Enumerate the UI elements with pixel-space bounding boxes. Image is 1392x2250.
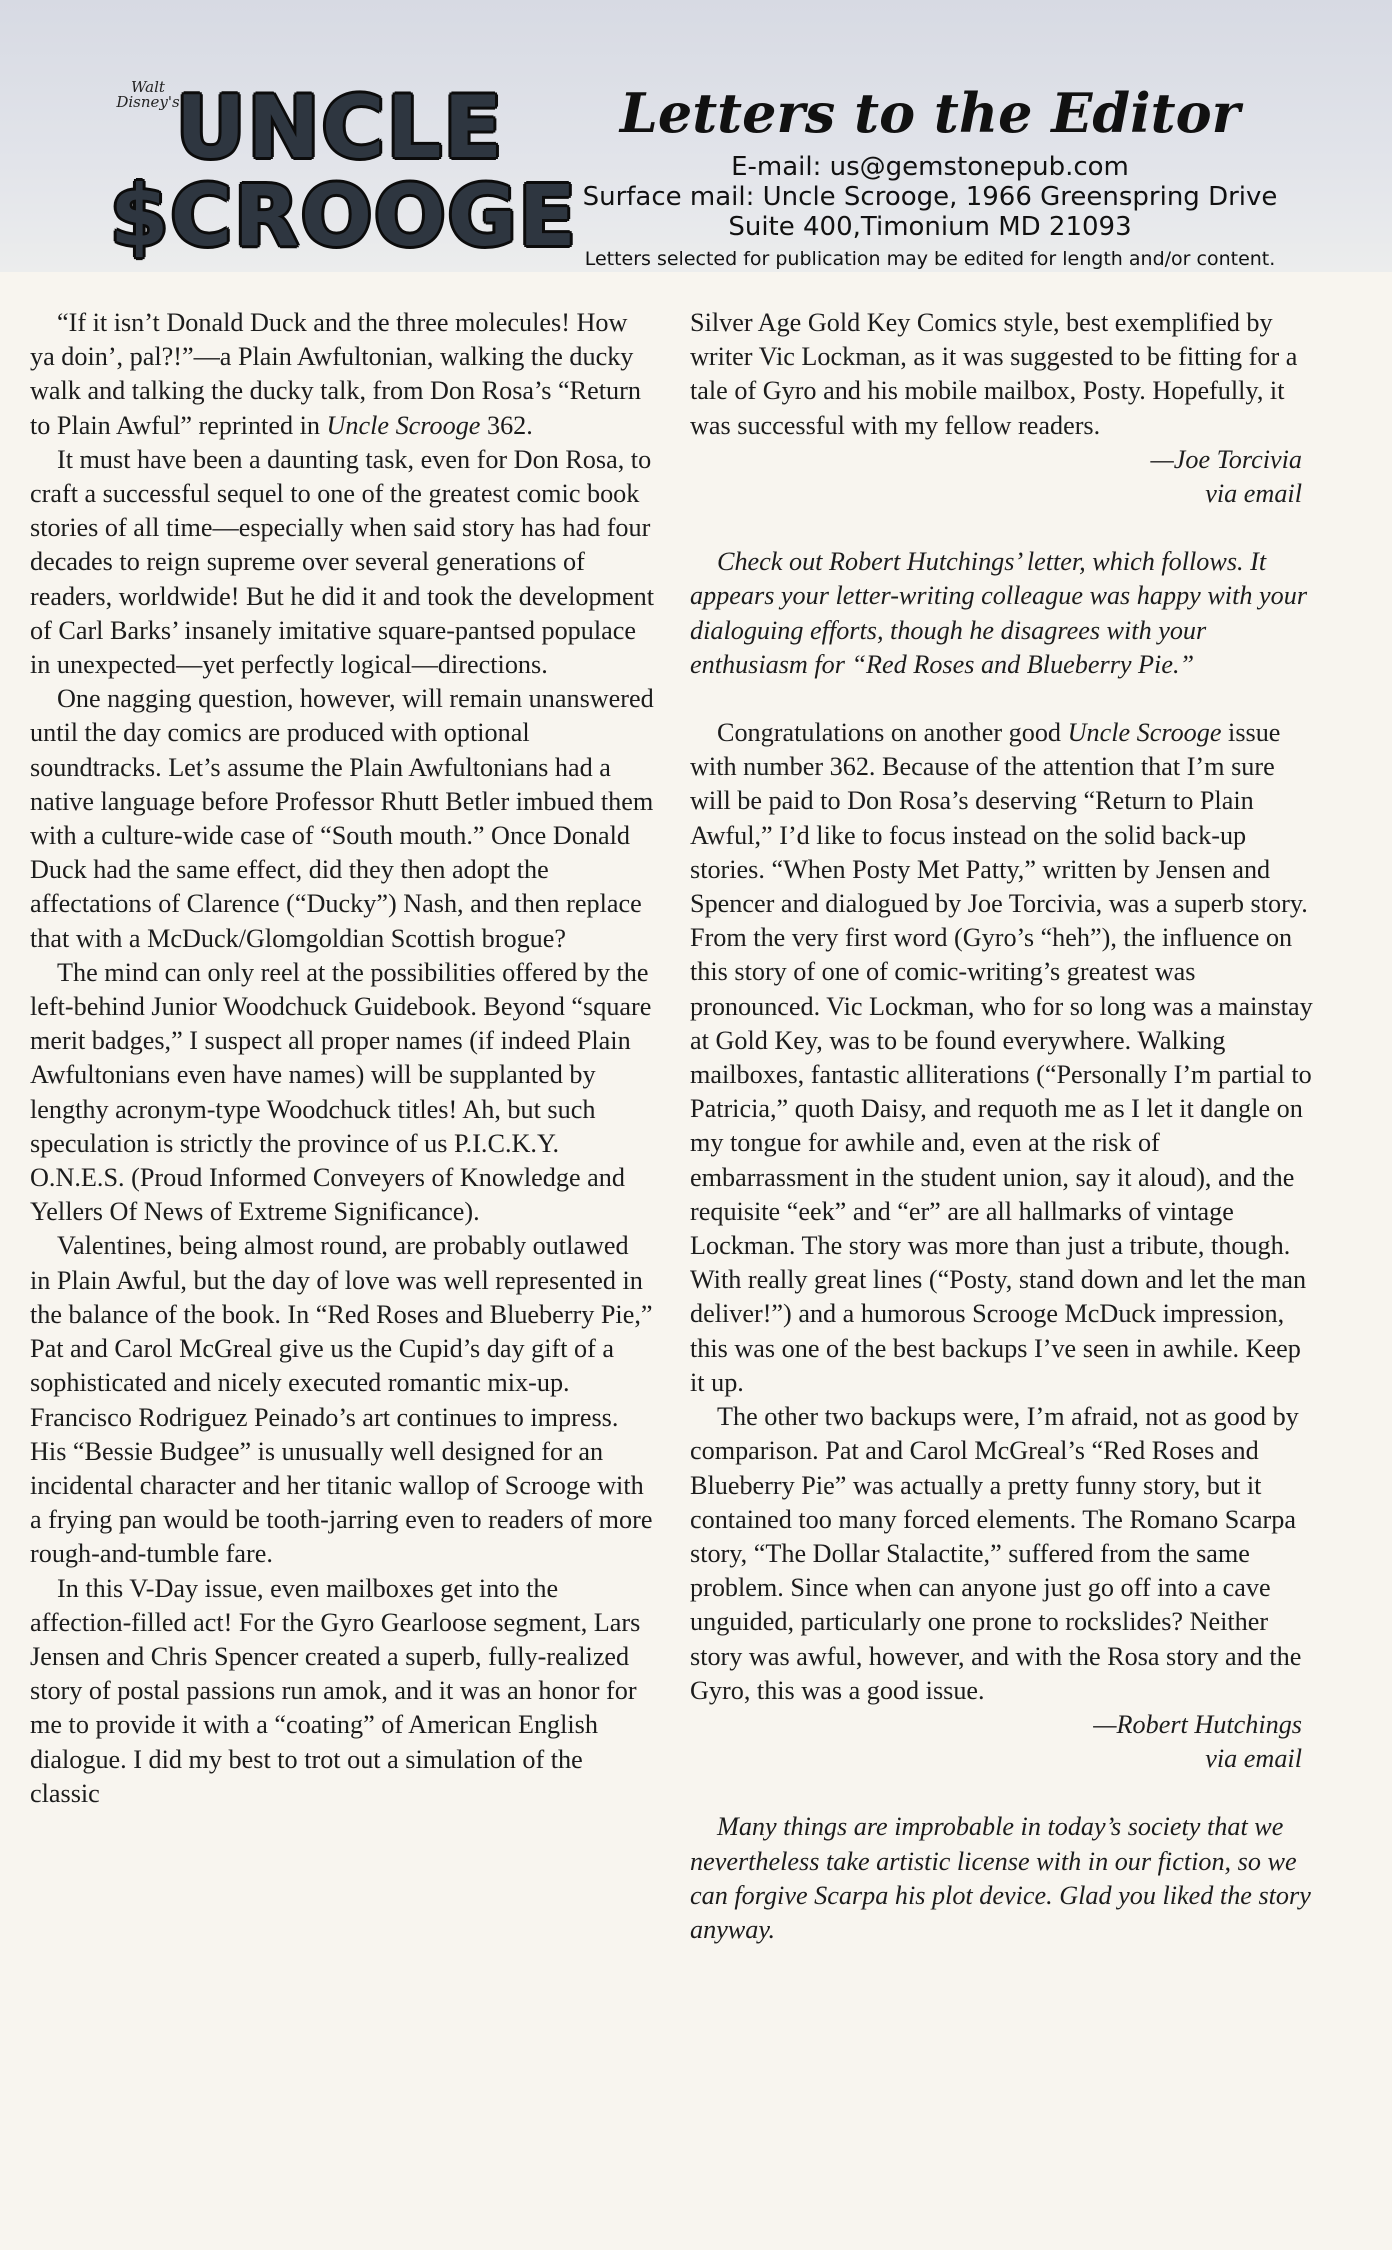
walt-disneys-signature: Walt Disney's	[116, 78, 180, 111]
uncle-scrooge-logo	[110, 70, 578, 270]
letter1-signature-via: via email	[1205, 479, 1302, 509]
letter1-paragraph-2: It must have been a daunting task, even for Don Rosa, to craft a successful sequel to one of the greatest comic book stories of all time—especially when said story has had four decades to reign supreme over several generations of readers, worldwide! But he did it and took the development of Carl Barks’ insanely imitative square-pantsed populace in unexpected—yet perfectly logical—directions.	[30, 444, 654, 680]
surface-mail-line-1: Surface mail: Uncle Scrooge, 1966 Greenspring Drive	[582, 182, 1278, 212]
letter2-paragraph-1: Congratulations on another good Uncle Scrooge issue with number 362. Because of the attention that I’m sure will be paid to Don Rosa’s deserving “Return to Plain Awful,” I’d like to focus instead on the solid back-up stories. “When Posty Met Patty,” written by Jensen and Spencer and dialogued by Joe Torcivia, was a superb story. From the very first word (Gyro’s “heh”), the influence on this story of one of comic-writing’s greatest was pronounced. Vic Lockman, who for so long was a mainstay at Gold Key, was to be found everywhere. Walking mailboxes, fantastic alliterations (“Personally I’m partial to Patricia,” quoth Daisy, and requoth me as I let it dangle on my tongue for awhile and, even at the risk of embarrassment in the student union, say it aloud), and the requisite “eek” and “er” are all hallmarks of vintage Lockman. The story was more than just a tribute, though. With really great lines (“Posty, stand down and let the man deliver!”) and a humorous Scrooge McDuck impression, this was one of the best backups I’ve seen in awhile. Keep it up.	[690, 718, 1313, 1397]
logo-title-scrooge: $CROOGE	[110, 167, 578, 265]
letter2-signature-name: —Robert Hutchings	[1093, 1709, 1302, 1739]
letter1-paragraph-6: In this V-Day issue, even mailboxes get into the affection-filled act! For the Gyro Gearloose segment, Lars Jensen and Chris Spencer created a superb, fully-realized story of postal passions run amok, and it was an honor for me to provide it with a “coating” of American English dialogue. I did my best to trot out a simulation of the classic	[30, 1573, 641, 1808]
logo-title-uncle: UNCLE	[175, 78, 505, 178]
contact-email: E-mail: us@gemstonepub.com	[731, 152, 1129, 182]
left-column	[30, 306, 654, 1811]
surface-mail-line-2: Suite 400,Timonium MD 21093	[728, 212, 1132, 242]
letter2-signature-via: via email	[1205, 1744, 1302, 1774]
letter1-paragraph-1: “If it isn’t Donald Duck and the three molecules! How ya doin’, pal?!”—a Plain Awfultonian, walking the ducky walk and talking the ducky talk, from Don Rosa’s “Return to Plain Awful” reprinted in Uncle Scrooge 362.	[30, 308, 641, 440]
editor-reply-2: Many things are improbable in today’s society that we nevertheless take artistic license with in our fiction, so we can forgive Scarpa his plot device. Glad you liked the story anyway.	[690, 1812, 1311, 1944]
page-title: Letters to the Editor	[619, 81, 1241, 145]
editing-note: Letters selected for publication may be edited for length and/or content.	[584, 248, 1276, 270]
letter2-paragraph-2: The other two backups were, I’m afraid, not as good by comparison. Pat and Carol McGreal’s “Red Roses and Blueberry Pie” was actually a pretty funny story, but it contained too many forced elements. The Romano Scarpa story, “The Dollar Stalactite,” suffered from the same problem. Since when can anyone just go off into a cave unguided, particularly one prone to rockslides? Neither story was awful, however, and with the Rosa story and the Gyro, this was a good issue.	[690, 1402, 1302, 1705]
letter1-paragraph-5: Valentines, being almost round, are probably outlawed in Plain Awful, but the day of love was well represented in the balance of the book. In “Red Roses and Blueberry Pie,” Pat and Carol McGreal give us the Cupid’s day gift of a sophisticated and nicely executed romantic mix-up. Francisco Rodriguez Peinado’s art continues to impress. His “Bessie Budgee” is unusually well designed for an incidental character and her titanic wallop of Scrooge with a frying pan would be tooth-jarring even to readers of more rough-and-tumble fare.	[30, 1231, 653, 1569]
letter1-paragraph-7: Silver Age Gold Key Comics style, best exemplified by writer Vic Lockman, as it was suggested to be fitting for a tale of Gyro and his mobile mailbox, Posty. Hopefully, it was successful with my fellow readers.	[690, 308, 1298, 440]
letter1-signature-name: —Joe Torcivia	[1150, 444, 1302, 474]
letter1-paragraph-4: The mind can only reel at the possibilities offered by the left-behind Junior Woodchuck Guidebook. Beyond “square merit badges,” I suspect all proper names (if indeed Plain Awfultonians even have names) will be supplanted by lengthy acronym-type Woodchuck titles! Ah, but such speculation is strictly the province of us P.I.C.K.Y. O.N.E.S. (Proud Informed Conveyers of Knowledge and Yellers Of News of Extreme Significance).	[30, 957, 652, 1227]
letter1-paragraph-3: One nagging question, however, will remain unanswered until the day comics are produced with optional soundtracks. Let’s assume the Plain Awfultonians had a native language before Professor Rhutt Betler imbued them with a culture-wide case of “South mouth.” Once Donald Duck had the same effect, did they then adopt the affectations of Clarence (“Ducky”) Nash, and then replace that with a McDuck/Glomgoldian Scottish brogue?	[30, 684, 654, 953]
letters-masthead	[560, 80, 1300, 272]
editor-reply-1: Check out Robert Hutchings’ letter, which follows. It appears your letter-writing colleague was happy with your dialoguing efforts, though he disagrees with your enthusiasm for “Red Roses and Blueberry Pie.”	[690, 547, 1308, 679]
right-column	[690, 306, 1314, 1947]
